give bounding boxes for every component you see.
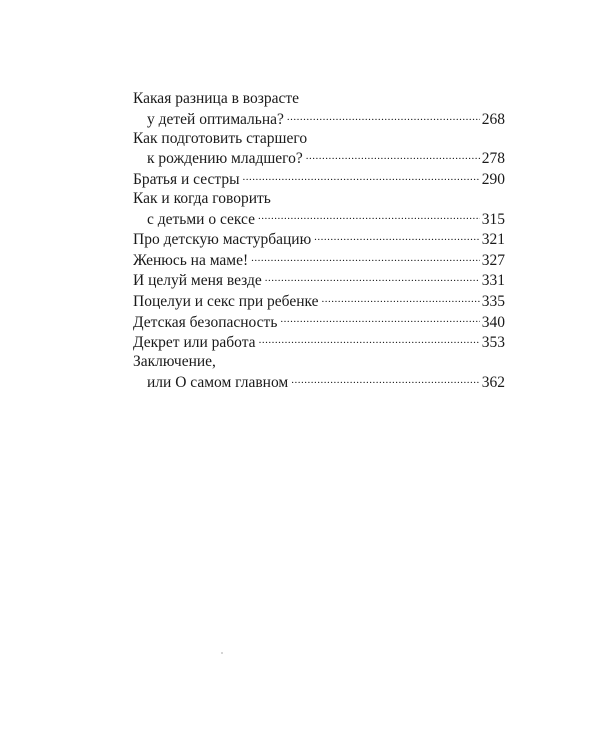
toc-page-number: 290 [481,170,505,188]
dot-leader [258,208,480,224]
dot-leader [306,148,480,164]
toc-entry-title: Про детскую мастурбацию [133,231,312,249]
table-of-contents [133,89,505,392]
toc-entry-title-continued: к рождению младшего? [147,150,303,168]
toc-page-number: 331 [481,272,505,290]
dot-leader [314,229,480,245]
toc-page-number: 268 [481,110,505,128]
toc-entry-title: Как и когда говорить [133,189,271,207]
dot-leader [280,311,479,327]
toc-page-number: 362 [481,373,505,391]
toc-page-number: 321 [481,231,505,249]
toc-entry [133,332,505,353]
toc-page-number: 278 [481,150,505,168]
toc-page-number: 353 [481,334,505,352]
dot-leader [265,270,480,286]
toc-entry [133,311,505,332]
toc-page-number: 335 [481,292,505,310]
toc-entry-title: И целуй меня везде [133,272,262,290]
toc-entry [133,290,505,311]
dot-leader [291,371,480,387]
toc-page-number: 327 [481,251,505,269]
toc-entry-title: Как подготовить старшего [133,129,308,147]
toc-entry [133,249,505,270]
toc-entry-title-continued: с детьми о сексе [147,210,256,228]
toc-entry-title-continued: или О самом главном [147,373,289,391]
toc-page-number: 340 [481,313,505,331]
dot-leader [322,290,480,306]
toc-entry [133,168,505,189]
toc-entry [133,352,505,392]
toc-entry-title: Декрет или работа [133,334,256,352]
toc-entry [133,129,505,169]
dot-leader [243,168,480,184]
toc-entry [133,189,505,229]
toc-page-number: 315 [481,210,505,228]
dot-leader [251,249,480,265]
toc-entry-title: Какая разница в возрасте [133,90,300,107]
toc-entry-title: Братья и сестры [133,170,240,188]
toc-entry-title-continued: у детей оптимальна? [147,110,284,128]
toc-entry-title: Заключение, [133,353,216,371]
dot-leader [259,332,480,348]
toc-entry [133,270,505,291]
dot-leader [287,108,480,124]
paper-speck [221,652,223,654]
toc-entry [133,229,505,250]
toc-entry-title: Детская безопасность [133,313,278,331]
toc-entry-title: Женюсь на маме! [133,251,249,269]
toc-entry-title: Поцелуи и секс при ребенке [133,292,319,310]
toc-entry [133,89,505,129]
